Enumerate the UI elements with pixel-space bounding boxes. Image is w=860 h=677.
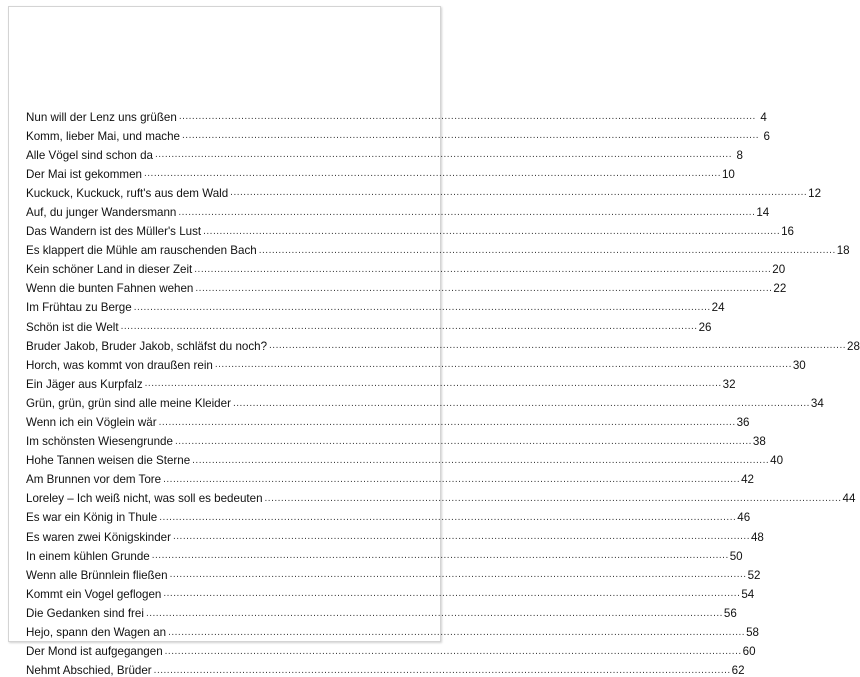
toc-entry-title: Es waren zwei Königskinder [26,530,171,544]
toc-entry [26,161,735,181]
toc-entry-page-number: 56 [723,606,737,620]
toc-entry [26,104,767,124]
dot-leader [170,570,747,580]
toc-entry-title: Grün, grün, grün sind alle meine Kleider [26,396,231,410]
toc-entry-page-number: 44 [842,492,856,506]
toc-entry-page-number: 10 [721,167,735,181]
toc-entry [26,352,806,372]
toc-entry [26,524,764,544]
toc-entry-page-number: 42 [741,473,755,487]
dot-leader [259,246,836,256]
toc-entry-page-number: 8 [736,148,743,162]
dot-leader [165,647,742,657]
dot-leader [163,589,740,599]
toc-entry [26,333,860,353]
toc-entry-page-number: 36 [736,416,750,429]
toc-entry-title: Wenn alle Brünnlein fließen [26,568,168,582]
toc-entry-title: Die Gedanken sind frei [26,606,144,620]
dot-leader [178,208,755,218]
toc-entry-page-number: 14 [756,205,770,219]
toc-entry-page-number: 22 [773,282,787,296]
toc-entry [26,562,761,582]
dot-leader [155,150,732,160]
toc-entry-page-number: 52 [747,568,761,582]
dot-leader [145,379,722,389]
toc-entry [26,142,743,162]
toc-entry [26,257,786,277]
toc-entry [26,199,770,219]
toc-entry-title: Im schönsten Wiesengrunde [26,435,173,449]
toc-entry-title: Das Wandern ist des Müller's Lust [26,225,202,239]
dot-leader [175,437,752,447]
dot-leader [152,551,729,561]
toc-entry-title: Horch, was kommt von draußen rein [26,358,213,372]
toc-entry-title: Ein Jäger aus Kurpfalz [26,377,143,391]
toc-entry-title: Bruder Jakob, Bruder Jakob, schläfst du noch? [26,339,268,353]
toc-entry [26,658,745,677]
toc-entry-page-number: 40 [770,454,784,468]
toc-entry [26,639,756,659]
toc-entry [26,505,751,525]
toc-entry-title: Es klappert die Mühle am rauschenden Bach [26,244,257,258]
toc-entry-page-number: 48 [750,530,764,544]
toc-entry-title: Es war ein König in Thule [26,511,158,525]
toc-entry-page-number: 30 [792,358,806,372]
dot-leader [159,513,736,523]
dot-leader [203,227,780,237]
dot-leader [192,456,769,466]
toc-entry-page-number: 4 [760,110,767,124]
toc-entry-title: Komm, lieber Mai, und mache [26,129,181,143]
toc-entry [26,276,787,296]
toc-entry-page-number: 46 [737,511,751,525]
toc-entry-title: Am Brunnen vor dem Tore [26,473,162,487]
toc-entry [26,314,712,334]
toc-entry-title: Auf, du junger Wandersmann [26,205,177,219]
dot-leader [144,169,721,179]
toc-entry-page-number: 60 [742,645,756,659]
dot-leader [121,322,698,332]
toc-entry-page-number: 34 [810,396,824,410]
toc-entry [26,600,737,620]
toc-entry-title: Hejo, spann den Wagen an [26,626,167,640]
toc-entry-page-number: 24 [711,301,725,315]
toc-entry-title: Alle Vögel sind schon da [26,148,153,162]
toc-entry [26,123,770,143]
dot-leader [194,265,771,275]
toc-entry-page-number: 20 [772,263,786,277]
dot-leader [134,303,711,313]
toc-entry [26,620,759,640]
toc-entry [26,581,755,601]
toc-entry [26,410,750,429]
toc-entry-page-number: 38 [752,435,766,449]
dot-leader [168,628,745,638]
toc-entry-title: Kein schöner Land in dieser Zeit [26,263,193,277]
toc-entry-page-number: 26 [698,320,712,334]
dot-leader [179,112,756,122]
toc-entry-title: Hohe Tannen weisen die Sterne [26,454,191,468]
toc-entry-title: Nun will der Lenz uns grüßen [26,110,177,124]
dot-leader [230,188,807,198]
toc-entry [26,295,725,315]
toc-entry-title: Im Frühtau zu Berge [26,301,132,315]
toc-entry [26,219,795,239]
dot-leader [215,360,792,370]
toc-entry [26,543,743,563]
toc-entry-page-number: 32 [722,377,736,391]
toc-entry-page-number: 18 [836,244,850,258]
dot-leader [195,284,772,294]
toc-entry-title: Wenn die bunten Fahnen wehen [26,282,194,296]
toc-entry-title: Der Mai ist gekommen [26,167,142,181]
toc-entry [26,448,784,468]
table-of-contents [26,104,860,677]
dot-leader [182,131,759,141]
dot-leader [163,475,740,485]
toc-entry-page-number: 54 [741,587,755,601]
toc-entry-title: Nehmt Abschied, Brüder [26,664,152,677]
toc-entry-page-number: 6 [763,129,770,143]
toc-entry-page-number: 28 [847,339,860,353]
dot-leader [269,341,846,351]
toc-entry-title: Der Mond ist aufgegangen [26,645,163,659]
toc-entry-title: Schön ist die Welt [26,320,119,334]
toc-entry [26,467,755,487]
dot-leader [265,494,842,504]
dot-leader [173,532,750,542]
toc-entry [26,390,824,410]
toc-entry-title: In einem kühlen Grunde [26,549,150,563]
dot-leader [146,609,723,619]
toc-entry-title: Wenn ich ein Vöglein wär [26,416,157,429]
toc-entry-page-number: 62 [731,664,745,677]
toc-entry [26,486,856,506]
toc-entry [26,429,766,449]
dot-leader [159,418,736,428]
toc-entry-title: Kuckuck, Kuckuck, ruft's aus dem Wald [26,186,229,200]
toc-entry-page-number: 50 [729,549,743,563]
toc-entry-page-number: 12 [808,186,822,200]
toc-entry [26,371,736,391]
dot-leader [154,666,731,676]
toc-entry [26,180,822,200]
toc-entry-page-number: 16 [781,225,795,239]
toc-entry-title: Loreley – Ich weiß nicht, was soll es bedeuten [26,492,263,506]
toc-entry [26,238,850,258]
toc-entry-title: Kommt ein Vogel geflogen [26,587,162,601]
dot-leader [233,399,810,409]
toc-entry-page-number: 58 [746,626,759,640]
